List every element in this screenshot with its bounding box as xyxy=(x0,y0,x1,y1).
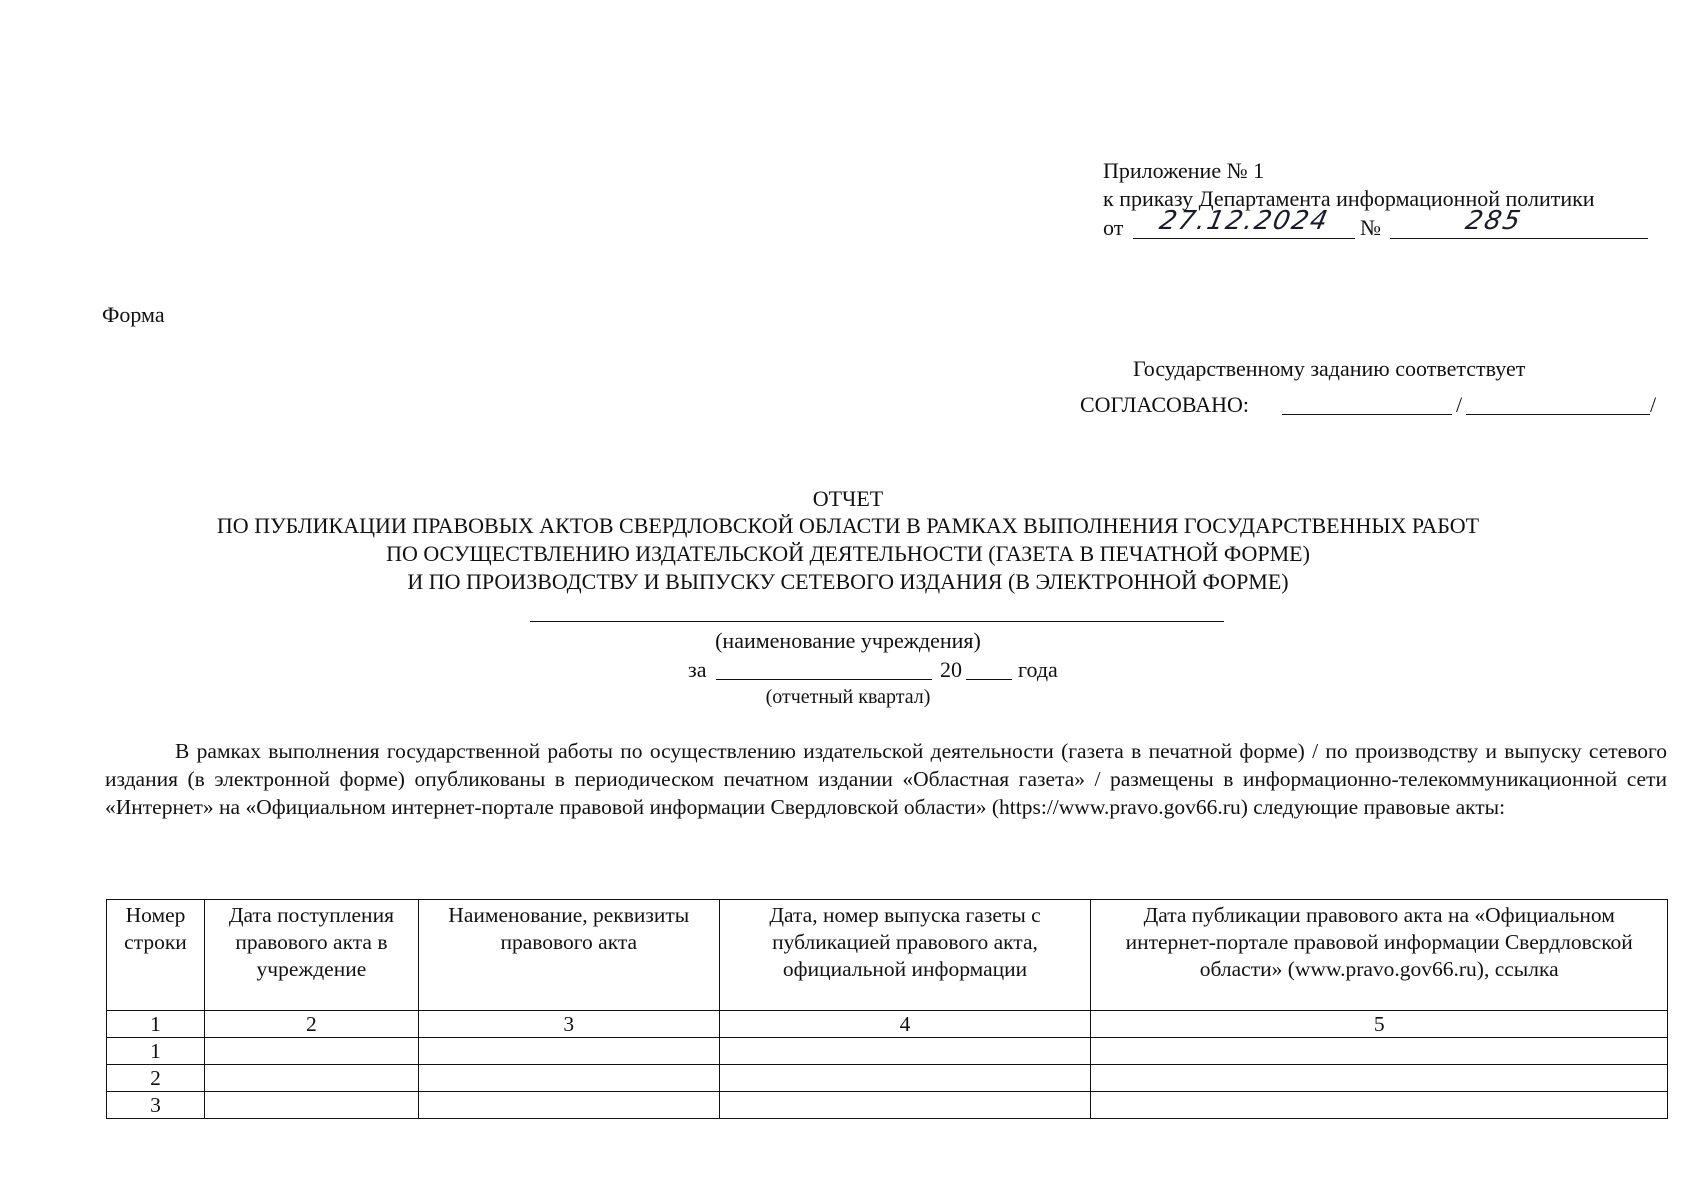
quarter-caption: (отчетный квартал) xyxy=(765,686,931,708)
table-cell: 1 xyxy=(107,1038,205,1065)
body-paragraph-text: В рамках выполнения государственной работы по осуществлению издательской деятельности (газета в печатной форме) / по производству и выпуску сетевого издания (в электронной форме) опубликованы в периодическом печатном издании «Областная газета» / размещены в информационно-телекоммуникационной сети «Интернет» на «Официальном интернет-портале правовой информации Свердловской области» (https://www.pravo.gov66.ru) следующие правовые акты: xyxy=(105,739,1667,819)
report-subtitle-line2: ПО ОСУЩЕСТВЛЕНИЮ ИЗДАТЕЛЬСКОЙ ДЕЯТЕЛЬНОСТИ (ГАЗЕТА В ПЕЧАТНОЙ ФОРМЕ) xyxy=(386,541,1310,566)
table-cell: 3 xyxy=(107,1092,205,1119)
name-line xyxy=(1466,414,1650,415)
report-subtitle-line3: И ПО ПРОИЗВОДСТВУ И ВЫПУСКУ СЕТЕВОГО ИЗДАНИЯ (В ЭЛЕКТРОННОЙ ФОРМЕ) xyxy=(407,569,1289,594)
table-index-row xyxy=(107,1011,1668,1038)
quarter-line xyxy=(716,679,932,680)
header-receipt-date: Дата поступления правового акта в учреждение xyxy=(204,900,418,1011)
table-row xyxy=(107,1065,1668,1092)
header-newspaper-issue: Дата, номер выпуска газеты с публикацией правового акта, официальной информации xyxy=(719,900,1091,1011)
table-cell xyxy=(1091,1092,1668,1119)
signature-slash: / xyxy=(1456,392,1463,417)
table-row xyxy=(107,1092,1668,1119)
handwritten-date: 27.12.2024 xyxy=(1156,206,1333,236)
table-cell xyxy=(204,1038,418,1065)
agreed-label: СОГЛАСОВАНО: xyxy=(1080,392,1249,417)
header-act-name: Наименование, реквизиты правового акта xyxy=(418,900,719,1011)
table-cell xyxy=(719,1038,1091,1065)
handwritten-number: 285 xyxy=(1462,206,1525,236)
table-cell: 5 xyxy=(1091,1011,1668,1038)
year-line xyxy=(966,679,1012,680)
report-subtitle-line1: ПО ПУБЛИКАЦИИ ПРАВОВЫХ АКТОВ СВЕРДЛОВСКОЙ ОБЛАСТИ В РАМКАХ ВЫПОЛНЕНИЯ ГОСУДАРСТВЕННЫХ РАБОТ xyxy=(216,513,1480,538)
table-cell xyxy=(418,1092,719,1119)
body-paragraph xyxy=(105,737,1667,821)
table-cell: 3 xyxy=(418,1011,719,1038)
table-cell xyxy=(1091,1065,1668,1092)
number-underline xyxy=(1390,238,1648,239)
signature-line xyxy=(1282,414,1452,415)
state-task-compliance: Государственному заданию соответствует xyxy=(1133,356,1526,381)
report-table xyxy=(106,899,1668,1119)
table-cell xyxy=(204,1065,418,1092)
table-cell: 2 xyxy=(204,1011,418,1038)
date-underline xyxy=(1133,238,1355,239)
institution-name-line xyxy=(530,621,1224,622)
form-label: Форма xyxy=(102,302,165,327)
table-cell xyxy=(719,1092,1091,1119)
appendix-from-label: от xyxy=(1103,215,1124,240)
year-suffix: года xyxy=(1018,657,1058,682)
table-cell: 2 xyxy=(107,1065,205,1092)
table-cell xyxy=(719,1065,1091,1092)
table-header-row xyxy=(107,900,1668,1011)
period-za: за xyxy=(688,657,707,682)
table-cell xyxy=(418,1065,719,1092)
table-cell xyxy=(204,1092,418,1119)
table-cell xyxy=(418,1038,719,1065)
name-slash: / xyxy=(1650,392,1657,417)
table-cell: 1 xyxy=(107,1011,205,1038)
appendix-number-label: № xyxy=(1360,215,1381,240)
appendix-order-ref: к приказу Департамента информационной политики xyxy=(1103,186,1595,211)
institution-caption: (наименование учреждения) xyxy=(715,628,981,653)
appendix-number: Приложение № 1 xyxy=(1103,158,1265,183)
header-portal-publication: Дата публикации правового акта на «Официальном интернет-портале правовой информации Свердловской области» (www.pravo.gov66.ru), ссылка xyxy=(1091,900,1668,1011)
table-cell: 4 xyxy=(719,1011,1091,1038)
report-title: ОТЧЕТ xyxy=(812,486,884,511)
table-row xyxy=(107,1038,1668,1065)
header-row-number: Номер строки xyxy=(107,900,205,1011)
year-prefix: 20 xyxy=(940,657,962,682)
table-cell xyxy=(1091,1038,1668,1065)
